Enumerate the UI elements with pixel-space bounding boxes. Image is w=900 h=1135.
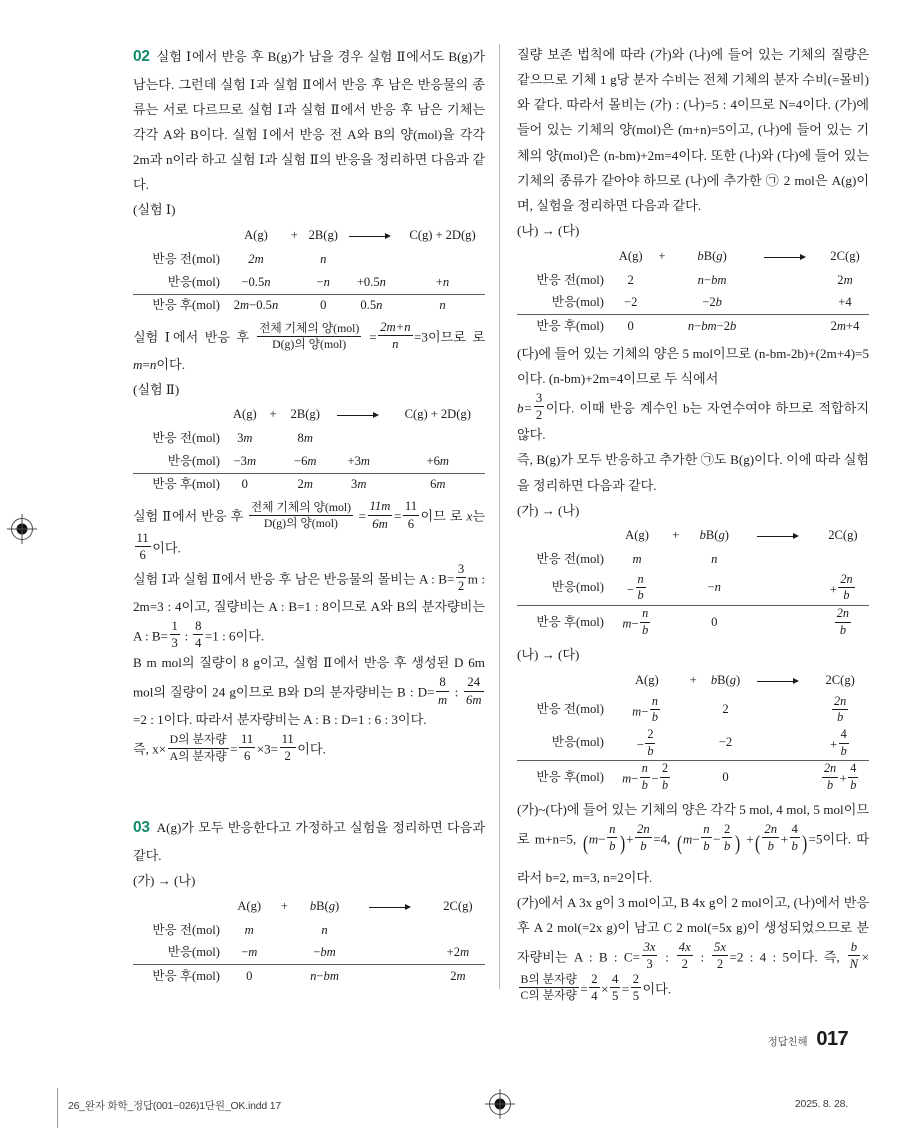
cell: 2 (627, 272, 634, 287)
ratio-value-fraction: $\frac{11m}{6m}$ (369, 499, 391, 531)
table-row (517, 549, 869, 572)
cell: +n (435, 274, 450, 289)
row-label: 반응(mol) (551, 580, 604, 595)
cell: −2 (623, 295, 638, 310)
row-label: 반응 전(mol) (536, 552, 604, 567)
reaction-table-experiment-1 (133, 225, 485, 318)
solution-number: 03 (133, 819, 150, 837)
mole-ratio-fraction: $\frac{3}{2}$ (457, 562, 465, 594)
solution-number: 02 (133, 48, 150, 65)
b-value-paragraph (517, 391, 869, 448)
cell (431, 919, 485, 942)
cell: m (244, 922, 254, 937)
reactant-b: 2B(g) (308, 228, 338, 242)
cell: − $\frac{n}{b}$ (626, 571, 644, 603)
mass-text-2: =2 : 1이다. 따라서 분자량비는 A : B : D=1 : 6 : 3이다. (133, 711, 427, 727)
cell: +6m (426, 453, 450, 468)
reaction-table-na-da-2 (517, 669, 869, 794)
cell: +0.5n (356, 274, 386, 289)
equation-row (133, 404, 485, 428)
fraction-2-5: $\frac{2}{5}$ (632, 971, 640, 1003)
lead-text: 실험 Ⅱ에서 반응 후 (133, 508, 244, 524)
equation-row (517, 669, 869, 693)
page-number: 017 (816, 1028, 848, 1050)
na-da-label-2: (나) → (다) (517, 646, 580, 662)
row-label: 반응(mol) (167, 453, 220, 468)
final-fraction-1: $\frac{\text{D의 분자량}}{\text{A의 분자량}}$ (169, 732, 227, 763)
solution-03 (133, 813, 485, 988)
cell: m− $\frac{n}{b}$ (632, 693, 658, 725)
cell: 0.5n (343, 294, 400, 317)
reaction-arrow-icon (337, 410, 381, 420)
cell: n (711, 552, 718, 567)
after-table-text-1: (다)에 들어 있는 기체의 양은 5 mol이므로 (n-bm-2b)+(2m+4)=5이다. (n-bm)+2m=4이므로 두 식에서 (517, 345, 869, 386)
cell: −3m (233, 453, 257, 468)
cell (391, 428, 485, 451)
plus-sign-2: + (430, 407, 438, 422)
reaction-arrow-icon (369, 902, 413, 912)
product-c: 2C(g) (828, 528, 858, 543)
mole-ratio-text-1: 실험 Ⅰ과 실험 Ⅱ에서 반응 후 남은 반응물의 몰비는 A : B= (133, 571, 455, 587)
na-da-label-1: (나) → (다) (517, 222, 580, 238)
cell: −n (316, 274, 330, 289)
cell: 0 (304, 294, 343, 317)
cell (817, 549, 869, 572)
table-row (517, 292, 869, 315)
right-intro-paragraph: 질량 보존 법칙에 따라 (가)와 (나)에 들어 있는 기체의 질량은 같으므로 기체 1 g당 분자 수비는 전체 기체의 분자 수비(=몰비)와 같다. 따라서 몰비는 (가) : (나)=5 : 4이므로 N=4이다. (가)에 들어 있는 기체의 양(mol)은 (m+n)=5이고, (나)에 들어 있는 기체의 양(mol)은 (n-bm)+2m=4이다. 또한 (나)와 (다)에 들어 있는 기체의 종류가 같아야 하므로 (나)에 추가한 ㉠ 2 mol은 A(g)이며, 실험을 정리하면 다음과 같다. (517, 47, 869, 213)
solution-02-paragraph: 실험 Ⅰ에서 반응 후 B(g)가 남을 경우 실험 Ⅱ에서도 B(g)가 남는다. 그런데 실험 Ⅰ과 실험 Ⅱ에서 반응 후 남은 반응물의 종류는 서로 다르므로 실험 Ⅰ과 실험 Ⅱ에서 반응 후 남은 기체는 각각 A와 B이다. 실험 Ⅰ에서 반응 전 A와 B의 양(mol)을 각각 2m과 n이라 하고 실험 Ⅰ과 실험 Ⅱ의 반응을 정리하면 다음과 같다. (133, 49, 485, 193)
table-row (517, 269, 869, 292)
cell (400, 249, 485, 272)
fraction-2-4: $\frac{2}{4}$ (591, 971, 598, 1003)
amounts-paragraph: (가)~(다)에 들어 있는 기체의 양은 각각 5 mol, 4 mol, 5 mol이므로 m+n=5, (m− $\frac{n}{b}$ )+ $\frac{2n}{b}$ =4, (m− $\frac{n}{b}$ − $\frac{2}{b}$ ) +( $\frac{2n}{b}$ + $\frac{4}{b}$ )=5이다. 따라서 b=2, m=3, n=2이다. (517, 802, 869, 885)
table-row (517, 693, 869, 726)
molar-fraction-b: $\frac{8}{4}$ (195, 618, 202, 650)
reactant-b: bB(g) (710, 672, 741, 687)
product-c: 2C(g) (825, 672, 855, 687)
cell: +4 (838, 295, 852, 310)
row-label: 반응 후(mol) (133, 294, 227, 317)
solution-03-body (133, 813, 485, 868)
cell: 2 (722, 702, 729, 717)
cell: n (400, 294, 485, 317)
cell: 6m (391, 473, 485, 496)
mass-ratio-paragraph: B m mol의 질량이 8 g이고, 실험 Ⅱ에서 반응 후 생성된 D 6m mol의 질량이 24 g이므로 B와 D의 분자량비는 B : D= $\frac{8}{m}$ : $\frac{24}{6m}$ =2 : 1이다. 따라서 분자량비는 A : B : D=1 : 6 : 3이다. (133, 655, 485, 727)
close-paren: ) (619, 831, 626, 856)
cell: $\frac{2n}{b}$ (817, 605, 869, 639)
reactant-b: 2B(g) (290, 407, 320, 422)
cell: $\frac{2n}{b}$ (834, 693, 847, 725)
row-label: 반응(mol) (551, 295, 604, 310)
final-tail: 이다. (297, 741, 326, 757)
cell: $\frac{2n}{b}$ + $\frac{4}{b}$ (811, 760, 869, 794)
plus-sign-2: + (435, 228, 443, 242)
final-mid: ×3= (256, 741, 279, 757)
cell: 3m (237, 431, 253, 446)
table-row (133, 919, 485, 942)
reactant-a: A(g) (634, 672, 659, 687)
print-date: 2025. 8. 28. (794, 1098, 848, 1110)
ratio-fraction: $\frac{\text{전체 기체의 양(mol)}}{\text{D(g)의 양(mol)}}$ (258, 320, 360, 351)
cell: + $\frac{4}{b}$ (830, 726, 847, 758)
fraction-4-5: $\frac{4}{5}$ (611, 971, 619, 1003)
reactant-b: bB(g) (699, 528, 729, 543)
row-label: 반응 후(mol) (133, 965, 227, 988)
cell: − $\frac{2}{b}$ (636, 726, 654, 758)
row-label: 반응(mol) (551, 735, 604, 750)
cell: 3m (327, 473, 391, 496)
cell: m (632, 552, 642, 567)
cell: 2m (248, 252, 264, 267)
equation-row (133, 225, 485, 249)
plus-sign: + (269, 407, 277, 422)
ga-na-label: (가) → (나) (133, 873, 196, 889)
cell: 2m (431, 965, 485, 988)
equals-1: = (230, 741, 238, 757)
ratio-fraction: $\frac{\text{전체 기체의 양(mol)}}{\text{D(g)의 양(mol)}}$ (250, 499, 352, 531)
cell: 2m (284, 473, 327, 496)
cell: n−bm (297, 965, 351, 988)
open-paren: ( (754, 831, 760, 856)
plus-sign: + (280, 898, 288, 913)
open-paren: ( (582, 831, 588, 856)
cell: n (321, 922, 328, 937)
table-row (517, 726, 869, 760)
row-label: 반응 후(mol) (517, 315, 611, 338)
final-fraction-2: $\frac{11}{6}$ (241, 731, 254, 764)
lead-text: 실험 Ⅰ에서 반응 후 (133, 329, 250, 345)
times-1: × (861, 949, 869, 965)
conclusion-text: 즉, B(g)가 모두 반응하고 추가한 ㉠도 B(g)이다. 이에 따라 실험을 정리하면 다음과 같다. (517, 452, 869, 493)
solution-02 (133, 42, 485, 763)
row-label: 반응 후(mol) (133, 473, 227, 496)
reactant-a: A(g) (625, 528, 649, 543)
product-c: C(g) (404, 407, 428, 422)
close-paren: ) (734, 831, 741, 856)
cell: +3m (347, 453, 370, 468)
ratio-fraction-c: $\frac{5x}{2}$ (714, 940, 726, 972)
table-row (517, 571, 869, 605)
reaction-table-experiment-2 (133, 404, 485, 497)
brand-label: 정답친해 (767, 1036, 808, 1048)
reactant-a: A(g) (237, 898, 262, 913)
close-paren: ) (802, 831, 808, 856)
print-filename: 26_완자 화학_정답(001~026)1단원_OK.indd 17 (68, 1100, 281, 1112)
cell: m− $\frac{n}{b}$ − $\frac{2}{b}$ (611, 760, 683, 794)
reactant-a: A(g) (618, 248, 643, 263)
column-divider (499, 44, 500, 989)
product-c: 2C(g) (830, 248, 860, 263)
product-d: 2D(g) (440, 407, 471, 422)
cell: 0 (704, 760, 748, 794)
mass-fraction-d: $\frac{24}{6m}$ (466, 675, 482, 707)
cell: 0 (688, 605, 740, 639)
cell: 8m (297, 431, 313, 446)
solution-02-body (133, 42, 485, 197)
product-d: 2D(g) (445, 228, 476, 242)
final-lead: 즉, x× (133, 741, 167, 757)
reaction-arrow-icon (757, 676, 801, 686)
x-tail: 이다. (152, 540, 181, 556)
mole-ratio-paragraph: 실험 Ⅰ과 실험 Ⅱ에서 반응 후 남은 반응물의 몰비는 A : B= $\frac{3}{2}$ m : 2m=3 : 4이고, 질량비는 A : B=1 : 8이므로 A와 B의 분자량비는 A : B= $\frac{1}{3}$ : $\frac{8}{4}$ =1 : 6이다. (133, 562, 485, 650)
final-fraction-3: $\frac{11}{2}$ (281, 731, 294, 764)
table-row (517, 760, 869, 794)
reaction-arrow-icon (757, 531, 801, 541)
solution-03-paragraph: A(g)가 모두 반응한다고 가정하고 실험을 정리하면 다음과 같다. (133, 820, 485, 864)
cell: 0 (227, 473, 263, 496)
experiment-1-label: (실험 Ⅰ) (133, 202, 176, 218)
b-value-fraction: $\frac{3}{2}$ (535, 390, 543, 423)
cell: n (320, 252, 327, 267)
final-answer-02 (133, 732, 485, 763)
reactant-b: bB(g) (697, 248, 727, 263)
table-row (133, 428, 485, 451)
final-text-1: (가)에서 A 3x g이 3 mol이고, B 4x g이 2 mol이고, (나)에서 반응 후 A 2 mol(=2x g)이 남고 C 2 mol(=5x g)이 생성되었으므로 분자량비는 A : B : C= (517, 894, 869, 965)
ga-na-label: (가) → (나) (517, 502, 580, 518)
cell: −2b (702, 295, 722, 310)
mole-ratio-text-3: =1 : 6이다. (204, 628, 265, 644)
experiment-2-conclusion: 실험 Ⅱ에서 반응 후 $\frac{\text{전체 기체의 양(mol)}}{\text{D(g)의 양(mol)}}$ = $\frac{11m}{6m}$ = $\frac{11}{6}$ 이므 로 x는 $\frac{11}{6}$ 이다. (133, 499, 485, 562)
table-row (133, 942, 485, 965)
registration-mark-icon (11, 518, 33, 540)
equals-2: = (621, 981, 630, 997)
reactant-a: A(g) (244, 228, 268, 242)
mole-ratio-text-2: m : 2m=3 : 4이고, 질량비는 A : B=1 : 8이므로 A와 B의 분자량비는 A : B= (133, 571, 485, 644)
open-paren: ( (676, 831, 682, 856)
plus-sign: + (672, 528, 680, 543)
equation-row (517, 245, 869, 269)
x-value-fraction: $\frac{11}{6}$ (136, 530, 149, 562)
final-answer-03: (가)에서 A 3x g이 3 mol이고, B 4x g이 2 mol이고, (나)에서 반응 후 A 2 mol(=2x g)이 남고 C 2 mol(=5x g)이 생성되었으므로 분자량비는 A : B : C= $\frac{3x}{3}$ : $\frac{4x}{2}$ : $\frac{5x}{2}$ =2 : 4 : 5이다. 즉, $\frac{b}{N}$ × $\frac{\text{B의 분자량}}{\text{C의 분자량}}$ = $\frac{2}{4}$ × $\frac{4}{5}$ = $\frac{2}{5}$ 이다. (517, 894, 869, 1003)
row-label: 반응 후(mol) (517, 760, 611, 794)
final-text-2: =2 : 4 : 5이다. 즉, (729, 949, 840, 965)
amounts-text-1: (가)~(다)에 들어 있는 기체의 양은 각각 5 mol, 4 mol, 5 mol이므로 m+n=5, (517, 802, 869, 847)
b-variable: b= (517, 400, 533, 416)
cell: m− $\frac{n}{b}$ (611, 605, 663, 639)
amounts-text-2: 따라서 b=2, m=3, n=2이다. (517, 831, 869, 885)
experiment-2-label: (실험 Ⅱ) (133, 381, 180, 397)
reactant-a: A(g) (232, 407, 257, 422)
equals-1: = (580, 981, 588, 997)
cell: 2m+4 (821, 315, 869, 338)
row-label: 반응 전(mol) (152, 922, 220, 937)
cell: + $\frac{2n}{b}$ (829, 571, 853, 603)
product-c: 2C(g) (443, 898, 473, 913)
table-row (133, 249, 485, 272)
cell: −bm (313, 945, 336, 960)
plus-sign: + (290, 228, 298, 242)
table-row (133, 965, 485, 988)
table-row (517, 605, 869, 639)
cell: n−bm (697, 272, 727, 287)
reaction-table-na-da-1 (517, 245, 869, 338)
cell: 2m−0.5n (227, 294, 285, 317)
cell: −n (707, 580, 721, 595)
final-tail: 이다. (642, 981, 672, 997)
ratio-value-fraction: $\frac{2m+n}{n}$ (380, 320, 411, 352)
times-2: × (601, 981, 609, 997)
reaction-table-ga-na (517, 525, 869, 639)
row-label: 반응(mol) (167, 945, 220, 960)
row-label: 반응 후(mol) (517, 605, 611, 639)
row-label: 반응 전(mol) (536, 272, 604, 287)
experiment-1-conclusion: 실험 Ⅰ에서 반응 후 $\frac{\text{전체 기체의 양(mol)}}{\text{D(g)의 양(mol)}}$ = $\frac{2m+n}{n}$ =3이므로 로 m=n이다. (133, 320, 485, 372)
right-column (517, 42, 869, 1003)
fraction-b-over-c: $\frac{\text{B의 분자량}}{\text{C의 분자량}}$ (520, 972, 577, 1003)
row-label: 반응 전(mol) (152, 431, 220, 446)
mass-fraction-b: $\frac{8}{m}$ (437, 675, 448, 707)
reaction-table-03 (133, 895, 485, 988)
table-row (517, 315, 869, 338)
row-label: 반응 전(mol) (152, 252, 220, 267)
cell: 0 (611, 315, 650, 338)
plus-sign: + (689, 672, 697, 687)
left-column (133, 42, 485, 992)
ratio-result-fraction: $\frac{11}{6}$ (404, 499, 418, 531)
cell: +2m (446, 945, 470, 960)
row-label: 반응 전(mol) (536, 702, 604, 717)
ratio-fraction-a: $\frac{3x}{3}$ (643, 940, 656, 972)
cell: 0 (227, 965, 271, 988)
mass-text-1: B m mol의 질량이 8 g이고, 실험 Ⅱ에서 반응 후 생성된 D 6m mol의 질량이 24 g이므로 B와 D의 분자량비는 B : D= (133, 655, 485, 700)
cell: −2 (718, 735, 733, 750)
cell: −6m (293, 453, 317, 468)
cell: 2m (837, 272, 853, 287)
table-row (133, 294, 485, 317)
cell: −m (241, 945, 258, 960)
reaction-arrow-icon (764, 252, 808, 262)
row-label: 반응(mol) (167, 274, 220, 289)
cell: n−bm−2b (673, 315, 750, 338)
table-row (133, 450, 485, 473)
table-row (133, 271, 485, 294)
reaction-arrow-icon (349, 231, 393, 241)
print-divider (57, 1088, 58, 1128)
molar-fraction-a: $\frac{1}{3}$ (171, 618, 178, 650)
cell: −0.5n (241, 274, 271, 289)
product-c: C(g) (409, 228, 433, 242)
table-row (133, 473, 485, 496)
plus-sign: + (658, 248, 666, 263)
equation-row (133, 895, 485, 919)
ratio-fraction-b: $\frac{4x}{2}$ (678, 940, 691, 972)
footer-brand (768, 1028, 848, 1051)
reactant-b: bB(g) (309, 898, 340, 913)
b-value-tail: 이다. 이때 반응 계수인 b는 자연수여야 하므로 적합하지 않다. (517, 400, 869, 443)
fraction-b-over-n: $\frac{b}{N}$ (849, 940, 859, 972)
equation-row (517, 525, 869, 549)
